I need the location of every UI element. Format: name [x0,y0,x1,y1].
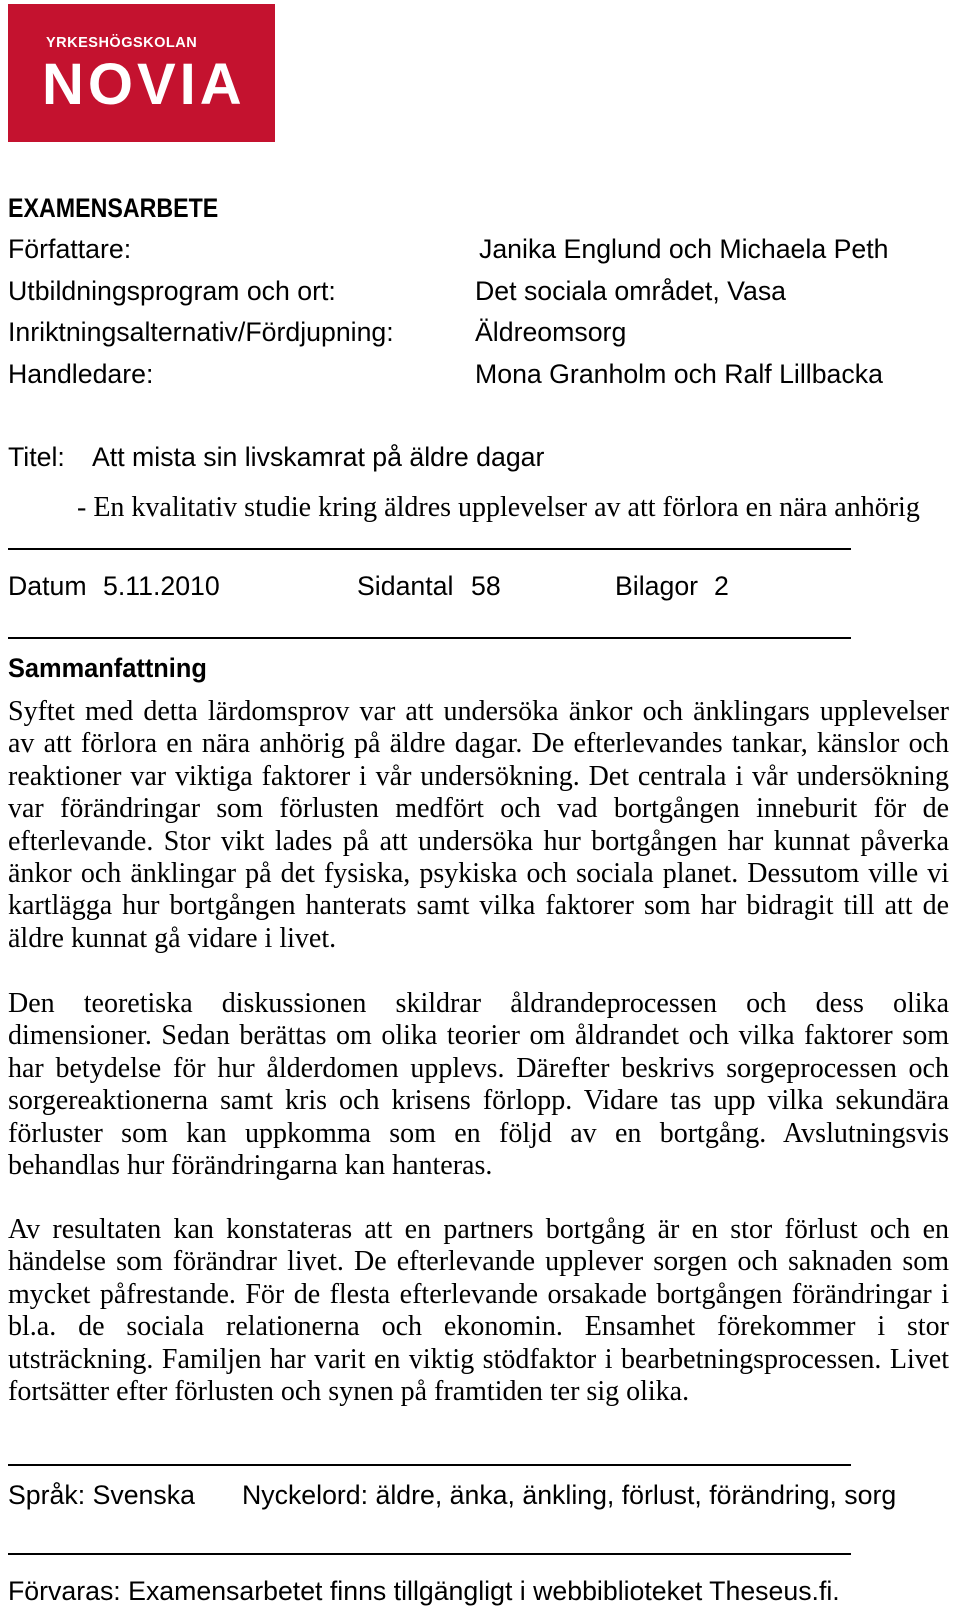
program-value: Det sociala området, Vasa [475,276,787,306]
abstract-line: Syftet med detta lärdomsprov var att undersöka änkor och änklingars upplevelser [8,696,949,727]
abstract-line: Av resultaten kan konstateras att en partners bortgång är en stor förlust och en [8,1214,949,1245]
pages-label: Sidantal [357,571,454,601]
title-main: Att mista sin livskamrat på äldre dagar [92,442,545,472]
supervisor-value: Mona Granholm och Ralf Lillbacka [475,359,883,389]
storage-row [8,1575,840,1607]
keywords-label: Nyckelord: [242,1480,369,1510]
abstract-line: dimensioner. Sedan berättas om olika teorier om åldrandet och vilka faktorer som [8,1020,949,1052]
abstract-heading: Sammanfattning [8,653,207,683]
date-label: Datum [8,571,87,601]
pages-value: 58 [471,571,501,601]
novia-logo [8,4,275,142]
program-label: Utbildningsprogram och ort: [8,276,336,306]
abstract-line: mycket påfrestande. För de flesta efterlevande orsakade bortgången förändringar i [8,1278,949,1310]
appendices-value: 2 [714,571,729,601]
keywords-value: äldre, änka, änkling, förlust, förändring, sorg [375,1480,897,1510]
abstract-line: har betydelse för hur ålderdomen upplevs. Därefter beskrivs sorgeprocessen och [8,1052,949,1084]
abstract-line: utsträckning. Familjen har varit en viktig stödfaktor i bearbetningsprocessen. Livet [8,1343,949,1375]
specialization-label: Inriktningsalternativ/Fördjupning: [8,317,394,347]
abstract-line: var förändringar som förlusten medfört och vad bortgången inneburit för de [8,793,949,825]
abstract-paragraph [8,696,949,955]
language-row [8,1479,195,1511]
storage-label: Förvaras: [8,1576,121,1606]
title-subtitle: - En kvalitativ studie kring äldres upplevelser av att förlora en nära anhörig [77,492,920,523]
logo-school-type: YRKESHÖGSKOLAN [46,35,198,51]
divider-meta [8,637,851,639]
abstract-line: reaktioner var viktiga faktorer i vår undersökning. Det centrala i vår undersökning [8,760,949,792]
divider-footer [8,1553,851,1555]
abstract-line: förluster som kan uppkomma som en följd av en bortgång. Avslutningsvis [8,1117,949,1149]
title-label: Titel: [8,442,65,472]
appendices-label: Bilagor [615,571,699,601]
abstract-line: äldre kunnat gå vidare i livet. [8,922,337,954]
abstract-line: änkor och änklingar på det fysiska, psykiska och sociala planet. Dessutom ville vi [8,858,949,890]
abstract-paragraph [8,988,949,1182]
language-value: Svenska [92,1480,195,1510]
divider-abstract [8,1464,851,1466]
document-type-heading: EXAMENSARBETE [8,193,219,223]
abstract-line: av att förlora en nära anhörig på äldre dagar. De efterlevandes tankar, känslor och [8,728,949,760]
abstract-line: bl.a. de sociala relationerna och ekonomin. Ensamhet förekommer i stor [8,1311,949,1343]
abstract-line: händelse som förändrar livet. De efterlevande upplever sorgen och saknaden som [8,1246,949,1278]
logo-name: NOVIA [42,52,246,117]
author-label: Författare: [8,234,132,264]
abstract-line: efterlevande. Stor vikt lades på att undersöka hur bortgången har kunnat påverka [8,825,949,857]
abstract-line: Den teoretiska diskussionen skildrar åldrandeprocessen och dess olika [8,988,949,1019]
author-value: Janika Englund och Michaela Peth [479,234,889,264]
specialization-value: Äldreomsorg [475,317,627,347]
divider-title [8,548,851,550]
storage-value: Examensarbetet finns tillgängligt i webbiblioteket Theseus.fi. [128,1576,840,1606]
date-value: 5.11.2010 [103,571,220,601]
abstract-line: behandlas hur förändringarna kan hanteras. [8,1150,493,1182]
abstract-line: kartlägga hur bortgången hanterats samt vilka faktorer som har bidragit till att de [8,890,949,922]
language-label: Språk: [8,1480,86,1510]
abstract-paragraph [8,1214,949,1408]
supervisor-label: Handledare: [8,359,154,389]
keywords-row [242,1479,896,1511]
abstract-line: sorgereaktionerna samt kris och krisens förlopp. Vidare tas upp vilka sekundära [8,1085,949,1117]
abstract-line: fortsätter efter förlusten och synen på framtiden ter sig olika. [8,1376,690,1408]
